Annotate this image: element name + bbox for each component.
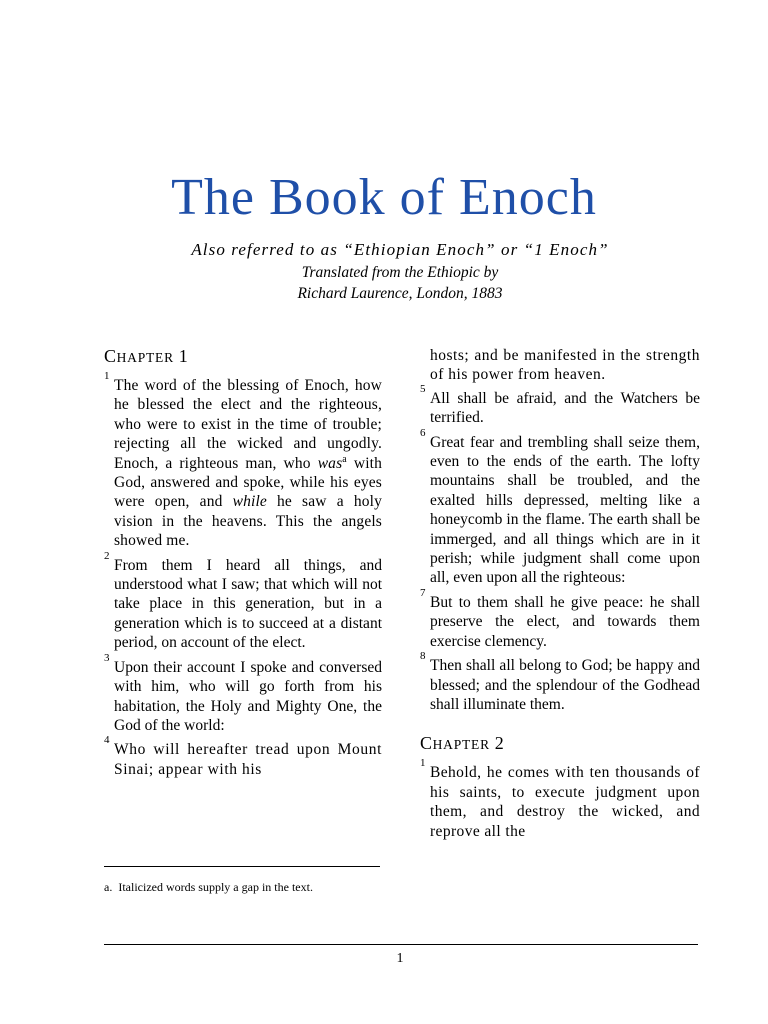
chapter-heading-word: HAPTER: [432, 737, 490, 753]
verse-text: Behold, he comes with ten thousands of his saints, to execute judgment upon them, and destroy the wicked, and reprove all the: [430, 764, 700, 840]
verse-text: The word of the blessing of Enoch, how he blessed the elect and the righteous, who were to exist in the time of trouble; rejecting all the wicked and ungodly. Enoch, a righteous man, who: [114, 377, 382, 472]
translation-credit-line2: Richard Laurence, London, 1883: [297, 285, 503, 302]
page-number: 1: [396, 951, 404, 966]
left-column: [104, 346, 382, 784]
verse-number: 2: [104, 549, 110, 562]
verse-1-4: [104, 734, 382, 779]
verse-text: Great fear and trembling shall seize them, even to the ends of the earth. The lofty mountains shall be troubled, and the exalted hills depressed, melting like a honeycomb in the flame. The earth shall be immerged, and all things which are in it perish; while judgment shall come upon all, even upon all the righteous:: [430, 433, 700, 587]
footnote: [104, 878, 380, 896]
verse-2-1: [420, 757, 700, 841]
right-column: [420, 346, 700, 846]
verse-1-7: [420, 586, 700, 651]
verse-text: he saw a holy vision in the heavens. This the angels showed me.: [114, 493, 382, 550]
verse-number: 7: [420, 586, 426, 599]
chapter-heading-number: 1: [178, 346, 189, 366]
verse-1-8: [420, 650, 700, 714]
chapter-heading-cap: C: [104, 346, 117, 366]
verse-1-2: [104, 549, 382, 653]
verse-1-6: [420, 426, 700, 588]
verse-text: Then shall all belong to God; be happy and blessed; and the splendour of the Godhead shall illuminate them.: [430, 657, 700, 713]
book-title: The Book of Enoch: [171, 169, 597, 226]
footnote-marker: a: [342, 453, 347, 465]
footnote-rule: [104, 866, 380, 867]
chapter-2-heading: [420, 733, 700, 755]
verse-number: 6: [420, 426, 426, 439]
verse-text: Who will hereafter tread upon Mount Sinai; appear with his: [114, 741, 382, 778]
chapter-heading-word: HAPTER: [116, 350, 174, 365]
verse-number: 1: [104, 370, 110, 382]
verse-number: 5: [420, 382, 426, 395]
verse-number: 3: [104, 651, 110, 664]
verse-text: with God, answered and spoke, while his eyes were open, and: [114, 454, 383, 511]
subtitle: Also referred to as “Ethiopian Enoch” or “1 Enoch”: [191, 240, 609, 259]
italic-word: while: [232, 493, 267, 511]
chapter-heading-number: 2: [494, 733, 505, 754]
page-bottom-rule: [104, 944, 698, 945]
verse-1-1: [104, 370, 383, 551]
verse-text: But to them shall he give peace: he shall preserve the elect, and towards them exercise clemency.: [430, 593, 700, 650]
footnote-label: a.: [104, 880, 113, 894]
verse-text: Upon their account I spoke and conversed with him, who will go forth from his habitation, the Holy and Mighty One, the God of the world:: [114, 658, 382, 734]
verse-1-4-continued: [420, 346, 700, 385]
verse-text: From them I heard all things, and understood what I saw; that which will not take place in this generation, but in a generation which is to succeed at a distant period, on account of the elect.: [114, 556, 382, 652]
verse-1-3: [104, 651, 382, 736]
chapter-heading-cap: C: [420, 733, 433, 754]
verse-1-5: [420, 382, 700, 428]
verse-text: All shall be afraid, and the Watchers be terrified.: [430, 389, 700, 427]
verse-text: hosts; and be manifested in the strength of his power from heaven.: [430, 347, 700, 384]
italic-word: was: [317, 454, 343, 472]
chapter-1-heading: [104, 346, 382, 368]
verse-number: 8: [420, 650, 426, 663]
translation-credit-line1: Translated from the Ethiopic by: [301, 264, 499, 281]
footnote-text: Italicized words supply a gap in the text.: [118, 880, 313, 894]
verse-number: 4: [104, 734, 111, 747]
verse-number: 1: [420, 757, 426, 770]
